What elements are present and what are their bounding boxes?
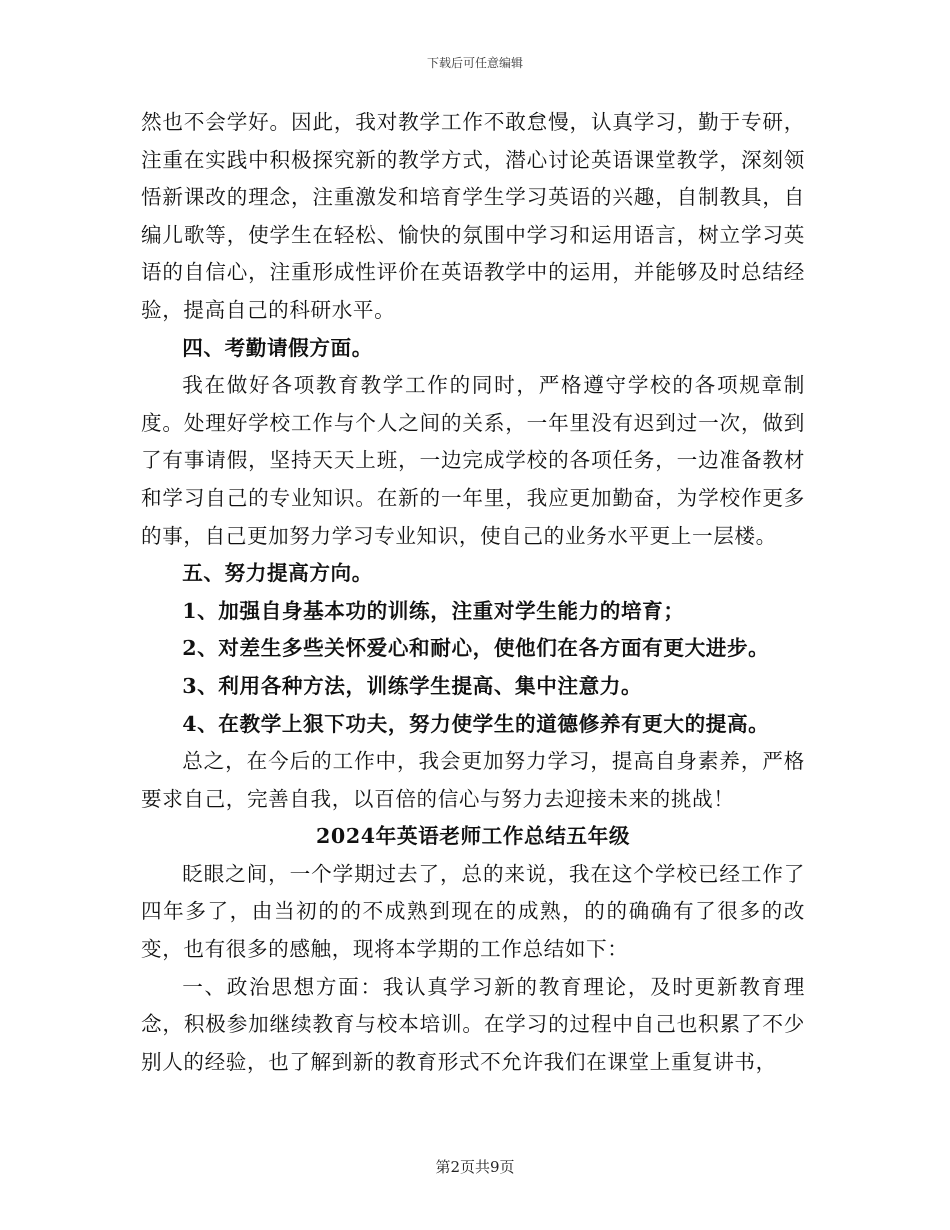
document-body	[141, 104, 805, 1081]
header-note: 下载后可任意编辑	[426, 56, 523, 70]
list-item-1: 1、加强自身基本功的训练，注重对学生能力的培育；	[182, 598, 685, 623]
list-item-4: 4、在教学上狠下功夫，努力使学生的道德修养有更大的提高。	[182, 711, 770, 736]
paragraph-political: 一、政治思想方面：我认真学习新的教育理论，及时更新教育理念，积极参加继续教育与校本培训。在学习的过程中自己也积累了不少别人的经验，也了解到新的教育形式不允许我们在课堂上重复讲书，	[141, 974, 805, 1074]
paragraph-teaching-method: 然也不会学好。因此，我对教学工作不敢怠慢，认真学习，勤于专研，注重在实践中积极探究新的教学方式，潜心讨论英语课堂教学，深刻领悟新课改的理念，注重激发和培育学生学习英语的兴趣，自制教具，自编儿歌等，使学生在轻松、愉快的氛围中学习和运用语言，树立学习英语的自信心，注重形成性评价在英语教学中的运用，并能够及时总结经验，提高自己的科研水平。	[141, 110, 805, 322]
page-number: 第2页共9页	[435, 1158, 515, 1176]
document-title: 2024年英语老师工作总结五年级	[315, 824, 631, 849]
list-item-2: 2、对差生多些关怀爱心和耐心，使他们在各方面有更大进步。	[182, 636, 770, 661]
paragraph-conclusion: 总之，在今后的工作中，我会更加努力学习，提高自身素养，严格要求自己，完善自我，以百倍的信心与努力去迎接未来的挑战！	[141, 749, 805, 811]
section-heading-attendance: 四、考勤请假方面。	[182, 335, 373, 360]
section-heading-improvement: 五、努力提高方向。	[182, 561, 373, 586]
paragraph-attendance: 我在做好各项教育教学工作的同时，严格遵守学校的各项规章制度。处理好学校工作与个人之间的关系，一年里没有迟到过一次，做到了有事请假，坚持天天上班，一边完成学校的各项任务，一边准备教材和学习自己的专业知识。在新的一年里，我应更加勤奋，为学校作更多的事，自己更加努力学习专业知识，使自己的业务水平更上一层楼。	[141, 373, 805, 548]
list-item-3: 3、利用各种方法，训练学生提高、集中注意力。	[182, 673, 643, 698]
paragraph-intro: 眨眼之间，一个学期过去了，总的来说，我在这个学校已经工作了四年多了，由当初的的不成熟到现在的成熟，的的确确有了很多的改变，也有很多的感触，现将本学期的工作总结如下：	[141, 861, 805, 962]
